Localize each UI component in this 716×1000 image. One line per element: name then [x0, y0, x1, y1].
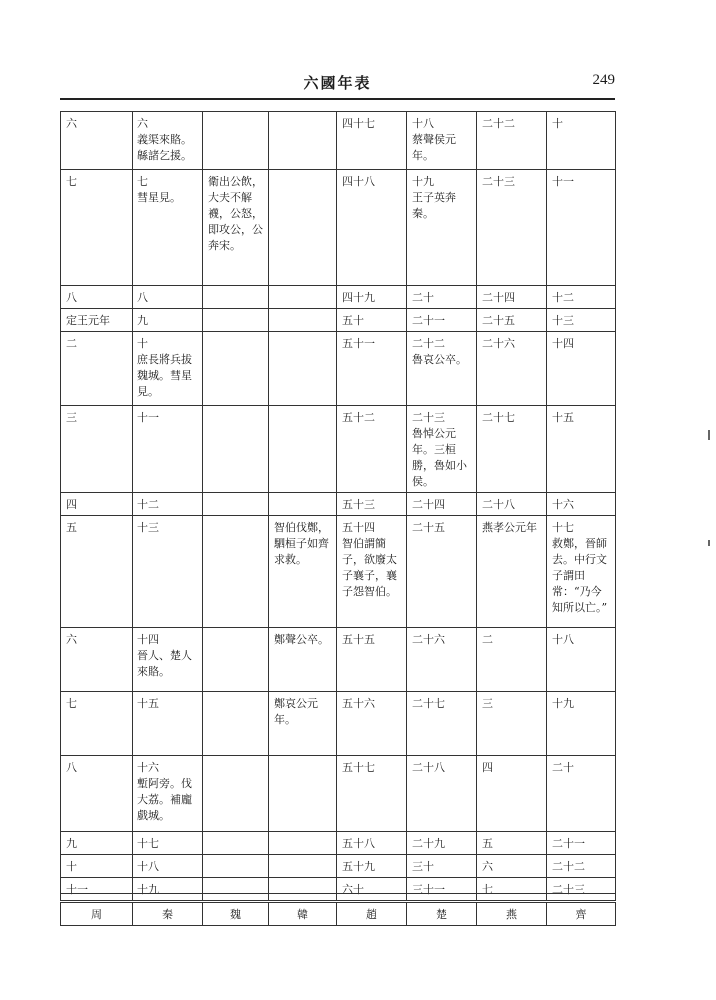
table-cell: [203, 628, 269, 692]
table-cell: 二十二: [477, 112, 547, 170]
table-row: [61, 493, 616, 516]
margin-mark: [708, 430, 710, 440]
table-cell: 五: [477, 832, 547, 855]
table-cell: 十: [61, 855, 133, 878]
table-cell: [203, 286, 269, 309]
table-cell: [269, 832, 337, 855]
table-row: [61, 855, 616, 878]
table-cell: [203, 516, 269, 628]
table-cell: [203, 855, 269, 878]
table-cell: 六 義渠來賂。 緜諸乞援。: [133, 112, 203, 170]
table-row: [61, 832, 616, 855]
table-cell: 四十七: [337, 112, 407, 170]
table-row: [61, 516, 616, 628]
margin-mark: [708, 540, 710, 546]
state-label-chu: 楚: [407, 903, 477, 926]
table-cell: 五十六: [337, 692, 407, 756]
table-cell: 十四 晉人、楚人來賂。: [133, 628, 203, 692]
table-row: [61, 756, 616, 832]
table-cell: [203, 493, 269, 516]
table-cell: 五: [61, 516, 133, 628]
table-cell: 二十五: [407, 516, 477, 628]
table-cell: [269, 112, 337, 170]
table-cell: 三: [61, 406, 133, 493]
state-label-han: 韓: [269, 903, 337, 926]
table-cell: 十二: [547, 286, 616, 309]
table-cell: 三十一: [407, 878, 477, 901]
table-cell: 四: [61, 493, 133, 516]
table-cell: 十 庶長將兵拔魏城。彗星見。: [133, 332, 203, 406]
table-cell: 七: [477, 878, 547, 901]
table-cell: 十九 王子英奔秦。: [407, 170, 477, 286]
state-label-zhou: 周: [61, 903, 133, 926]
table-cell: [269, 493, 337, 516]
table-cell: 八: [133, 286, 203, 309]
table-row: [61, 286, 616, 309]
table-row: [61, 332, 616, 406]
page-title: 六國年表: [303, 74, 372, 92]
table-cell: [203, 878, 269, 901]
table-cell: 二十六: [477, 332, 547, 406]
state-label-yan: 燕: [477, 903, 547, 926]
table-cell: 智伯伐鄭，駟桓子如齊求救。: [269, 516, 337, 628]
table-cell: 五十二: [337, 406, 407, 493]
table-cell: 十七: [133, 832, 203, 855]
table-cell: 十一: [61, 878, 133, 901]
table-cell: [203, 832, 269, 855]
table-cell: 五十: [337, 309, 407, 332]
table-row: [61, 628, 616, 692]
table-cell: 定王元年: [61, 309, 133, 332]
table-cell: 二: [477, 628, 547, 692]
table-cell: 五十九: [337, 855, 407, 878]
table-cell: 三: [477, 692, 547, 756]
table-cell: 八: [61, 756, 133, 832]
table-cell: 二十八: [407, 756, 477, 832]
table-cell: 四十九: [337, 286, 407, 309]
table-cell: 二十八: [477, 493, 547, 516]
table-cell: 十八: [547, 628, 616, 692]
table-cell: 五十三: [337, 493, 407, 516]
table-cell: 五十四 智伯謂簡子，欲廢太子襄子，襄子怨智伯。: [337, 516, 407, 628]
table-cell: 五十一: [337, 332, 407, 406]
table-cell: 二十四: [477, 286, 547, 309]
table-cell: 六: [61, 628, 133, 692]
table-cell: 二十一: [407, 309, 477, 332]
table-cell: [203, 309, 269, 332]
table-cell: 二十五: [477, 309, 547, 332]
page-header: [60, 66, 615, 100]
table-row: [61, 112, 616, 170]
table-cell: 四十八: [337, 170, 407, 286]
table-cell: 五十八: [337, 832, 407, 855]
table-cell: [203, 692, 269, 756]
table-cell: 十一: [547, 170, 616, 286]
table-cell: 九: [133, 309, 203, 332]
table-cell: 十: [547, 112, 616, 170]
state-header-row: [60, 902, 616, 926]
table-row: [61, 406, 616, 493]
state-label-wei: 魏: [203, 903, 269, 926]
table-cell: 二十: [547, 756, 616, 832]
table-cell: 二: [61, 332, 133, 406]
table-cell: 二十四: [407, 493, 477, 516]
table-cell: 十八 蔡聲侯元年。: [407, 112, 477, 170]
table-cell: [203, 406, 269, 493]
chronology-table: [60, 111, 616, 901]
table-cell: 鄭哀公元年。: [269, 692, 337, 756]
page-number: 249: [592, 72, 615, 88]
table-cell: 五十七: [337, 756, 407, 832]
table-cell: 二十三 魯悼公元年。三桓勝，魯如小侯。: [407, 406, 477, 493]
table-cell: 二十一: [547, 832, 616, 855]
table-cell: 二十三: [547, 878, 616, 901]
state-label-qin: 秦: [133, 903, 203, 926]
table-cell: [269, 406, 337, 493]
table-cell: 七: [61, 692, 133, 756]
table-row: [61, 878, 616, 901]
table-cell: 十六: [547, 493, 616, 516]
table-cell: 十三: [547, 309, 616, 332]
table-cell: 二十二: [547, 855, 616, 878]
table-cell: 二十: [407, 286, 477, 309]
table-cell: 鄭聲公卒。: [269, 628, 337, 692]
table-cell: 二十七: [477, 406, 547, 493]
table-cell: [203, 756, 269, 832]
table-cell: 十八: [133, 855, 203, 878]
table-cell: 十二: [133, 493, 203, 516]
table-cell: 十九: [547, 692, 616, 756]
table-cell: 燕孝公元年: [477, 516, 547, 628]
table-cell: 六十: [337, 878, 407, 901]
table-cell: [269, 855, 337, 878]
table-cell: 二十七: [407, 692, 477, 756]
table-cell: 十三: [133, 516, 203, 628]
table-cell: [269, 309, 337, 332]
table-cell: 三十: [407, 855, 477, 878]
table-cell: 十七 救鄭，晉師去。中行文子謂田常：“乃今知所以亡。”: [547, 516, 616, 628]
table-cell: 二十六: [407, 628, 477, 692]
table-cell: 五十五: [337, 628, 407, 692]
table-cell: [269, 286, 337, 309]
state-label-qi: 齊: [547, 903, 616, 926]
table-cell: [269, 332, 337, 406]
table-cell: [269, 878, 337, 901]
table-cell: [203, 112, 269, 170]
table-cell: 二十三: [477, 170, 547, 286]
table-cell: 七: [61, 170, 133, 286]
table-cell: 二十二 魯哀公卒。: [407, 332, 477, 406]
table-cell: 十四: [547, 332, 616, 406]
table-cell: 六: [477, 855, 547, 878]
table-cell: 九: [61, 832, 133, 855]
table-cell: [269, 756, 337, 832]
table-cell: 六: [61, 112, 133, 170]
table-cell: 十一: [133, 406, 203, 493]
table-row: [61, 692, 616, 756]
table-row: [61, 170, 616, 286]
footer-rule: [60, 893, 615, 894]
table-cell: 衛出公飲，大夫不解襪，公怒，即攻公，公奔宋。: [203, 170, 269, 286]
table-cell: 二十九: [407, 832, 477, 855]
state-label-zhao: 趙: [337, 903, 407, 926]
table-cell: 十九: [133, 878, 203, 901]
table-cell: 十五: [133, 692, 203, 756]
table-row: [61, 309, 616, 332]
table-cell: 七 彗星見。: [133, 170, 203, 286]
table-cell: 八: [61, 286, 133, 309]
table-cell: [203, 332, 269, 406]
table-cell: 四: [477, 756, 547, 832]
table-cell: 十五: [547, 406, 616, 493]
table-cell: [269, 170, 337, 286]
table-cell: 十六 塹阿旁。伐大荔。補龐戲城。: [133, 756, 203, 832]
